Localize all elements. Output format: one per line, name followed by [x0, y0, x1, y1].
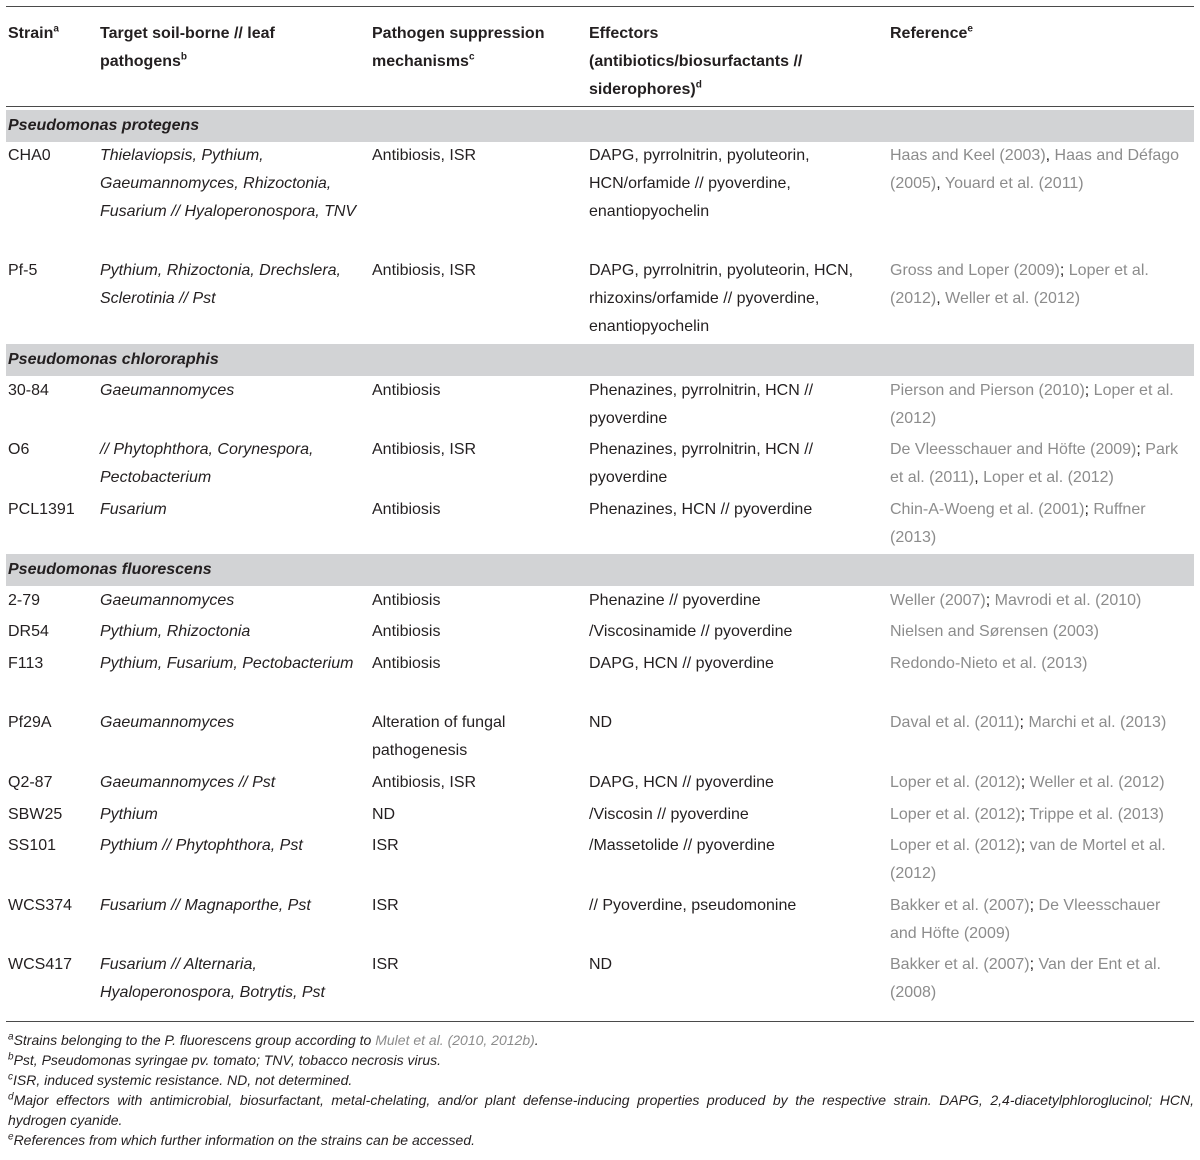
reference-link[interactable]: Loper et al. (2012)	[890, 382, 1174, 427]
references: Gross and Loper (2009); Loper et al. (2012), Weller et al. (2012)	[890, 262, 1149, 307]
effectors: Phenazines, HCN // pyoverdine	[589, 501, 813, 518]
suppression-mechanism: Antibiosis, ISR	[372, 262, 477, 279]
reference-link[interactable]: Weller (2007)	[890, 592, 986, 609]
target-pathogens: Gaeumannomyces	[100, 714, 235, 731]
reference-link[interactable]: Gross and Loper (2009)	[890, 262, 1060, 279]
reference-link[interactable]: van de Mortel et al. (2012)	[890, 837, 1166, 882]
effectors: ND	[589, 714, 613, 731]
effectors: DAPG, pyrrolnitrin, pyoluteorin, HCN, rhizoxins/orfamide // pyoverdine, enantiopyochelin	[589, 262, 854, 335]
references: Loper et al. (2012); Weller et al. (2012)	[890, 774, 1165, 791]
strain-name: WCS417	[8, 956, 73, 973]
references: Haas and Keel (2003), Haas and Défago (2005), Youard et al. (2011)	[890, 147, 1180, 192]
reference-link[interactable]: De Vleesschauer and Höfte (2009)	[890, 441, 1137, 458]
strain-name: DR54	[8, 623, 49, 640]
header-reference: Reference$^e$	[890, 23, 973, 42]
strain-name: 30-84	[8, 382, 49, 399]
reference-link[interactable]: Loper et al. (2012)	[890, 774, 1021, 791]
reference-link[interactable]: Haas and Défago (2005)	[890, 147, 1180, 192]
bottom-rule	[6, 1021, 1194, 1022]
reference-link[interactable]: De Vleesschauer and Höfte (2009)	[890, 897, 1161, 942]
reference-link[interactable]: Trippe et al. (2013)	[1029, 806, 1164, 823]
suppression-mechanism: Antibiosis	[372, 592, 441, 609]
references: Weller (2007); Mavrodi et al. (2010)	[890, 592, 1142, 609]
suppression-mechanism: Antibiosis, ISR	[372, 441, 477, 458]
effectors: ND	[589, 956, 613, 973]
references	[890, 618, 1190, 646]
suppression-mechanism: Antibiosis, ISR	[372, 147, 477, 164]
suppression-mechanism: Antibiosis	[372, 623, 441, 640]
strain-name: SS101	[8, 837, 57, 854]
references: De Vleesschauer and Höfte (2009); Park et al. (2011), Loper et al. (2012)	[890, 441, 1179, 486]
target-pathogens: Thielaviopsis, Pythium, Gaeumannomyces, Rhizoctonia, Fusarium // Hyaloperonospora, TNV	[100, 147, 357, 220]
effectors: DAPG, HCN // pyoverdine	[589, 774, 774, 791]
reference-link[interactable]: Loper et al. (2012)	[983, 469, 1114, 486]
header-target-pathogens: Target soil-borne // leaf pathogens$^b$	[100, 25, 275, 70]
reference-link[interactable]: Bakker et al. (2007)	[890, 956, 1030, 973]
reference-link[interactable]: Pierson and Pierson (2010)	[890, 382, 1085, 399]
reference-link[interactable]: Ruffner (2013)	[890, 501, 1146, 546]
header-strain: Strain$^a$	[8, 23, 59, 42]
reference-link[interactable]: Marchi et al. (2013)	[1028, 714, 1167, 731]
group-fluorescens: Pseudomonas fluorescens	[6, 554, 1194, 586]
target-pathogens: Fusarium // Magnaporthe, Pst	[100, 897, 311, 914]
effectors: DAPG, pyrrolnitrin, pyoluteorin, HCN/orfamide // pyoverdine, enantiopyochelin	[589, 147, 810, 220]
reference-link[interactable]: Van der Ent et al. (2008)	[890, 956, 1161, 1001]
strain-name: 2-79	[8, 592, 41, 609]
reference-link[interactable]: Daval et al. (2011)	[890, 714, 1020, 731]
footnote-c: $^c$ISR, induced systemic resistance. ND, not determined.	[8, 1071, 353, 1088]
target-pathogens: Pythium, Rhizoctonia	[100, 623, 251, 640]
suppression-mechanism: Alteration of fungal pathogenesis	[372, 714, 506, 759]
references: Bakker et al. (2007); Van der Ent et al. (2008)	[890, 956, 1161, 1001]
footnote-b: $^b$Pst, Pseudomonas syringae pv. tomato; TNV, tobacco necrosis virus.	[8, 1051, 442, 1068]
strain-name: Pf29A	[8, 714, 52, 731]
reference-link[interactable]: Weller et al. (2012)	[1029, 774, 1165, 791]
footnote-e: $^e$References from which further information on the strains can be accessed.	[8, 1131, 476, 1148]
target-pathogens: // Phytophthora, Corynespora, Pectobacterium	[100, 441, 314, 486]
reference-link[interactable]: Park et al. (2011)	[890, 441, 1179, 486]
references: Chin-A-Woeng et al. (2001); Ruffner (2013)	[890, 501, 1146, 546]
strain-name: Pf-5	[8, 262, 38, 279]
effectors: DAPG, HCN // pyoverdine	[589, 655, 774, 672]
suppression-mechanism: Antibiosis, ISR	[372, 774, 477, 791]
strain-name: SBW25	[8, 806, 63, 823]
strain-name: O6	[8, 441, 30, 458]
suppression-mechanism: ISR	[372, 956, 399, 973]
strain-name: PCL1391	[8, 501, 75, 518]
suppression-mechanism: Antibiosis	[372, 655, 441, 672]
reference-link[interactable]: Bakker et al. (2007)	[890, 897, 1030, 914]
target-pathogens: Gaeumannomyces // Pst	[100, 774, 276, 791]
reference-link[interactable]: Haas and Keel (2003)	[890, 147, 1046, 164]
target-pathogens: Fusarium // Alternaria, Hyaloperonospora, Botrytis, Pst	[100, 956, 325, 1001]
reference-link[interactable]: Youard et al. (2011)	[944, 175, 1084, 192]
references: Bakker et al. (2007); De Vleesschauer and Höfte (2009)	[890, 897, 1161, 942]
effectors: Phenazine // pyoverdine	[589, 592, 761, 609]
reference-link[interactable]: Weller et al. (2012)	[945, 290, 1081, 307]
strain-name: CHA0	[8, 147, 51, 164]
reference-link[interactable]: Nielsen and Sørensen (2003)	[890, 623, 1100, 640]
effectors: Phenazines, pyrrolnitrin, HCN // pyoverdine	[589, 441, 814, 486]
effectors: Phenazines, pyrrolnitrin, HCN // pyoverdine	[589, 382, 814, 427]
reference-link[interactable]: Loper et al. (2012)	[890, 806, 1021, 823]
effectors: /Viscosin // pyoverdine	[589, 806, 749, 823]
target-pathogens: Gaeumannomyces	[100, 592, 235, 609]
header-rule	[6, 106, 1194, 107]
references: Daval et al. (2011); Marchi et al. (2013)	[890, 714, 1167, 731]
reference-link[interactable]: Loper et al. (2012)	[890, 262, 1149, 307]
footnote-reference-link[interactable]: Mulet et al. (2010, 2012b)	[375, 1032, 535, 1048]
header-effectors: Effectors (antibiotics/biosurfactants // siderophores)$^d$	[589, 25, 803, 98]
group-protegens: Pseudomonas protegens	[6, 110, 1194, 142]
references: Loper et al. (2012); van de Mortel et al. (2012)	[890, 837, 1166, 882]
suppression-mechanism: Antibiosis	[372, 382, 441, 399]
target-pathogens: Fusarium	[100, 501, 167, 518]
header-suppression-mechanisms: Pathogen suppression mechanisms$^c$	[372, 25, 545, 70]
reference-link[interactable]: Chin-A-Woeng et al. (2001)	[890, 501, 1085, 518]
strain-name: Q2-87	[8, 774, 53, 791]
group-chlororaphis: Pseudomonas chlororaphis	[6, 344, 1194, 376]
strain-name: WCS374	[8, 897, 73, 914]
target-pathogens: Pythium, Rhizoctonia, Drechslera, Sclerotinia // Pst	[100, 262, 341, 307]
references: Pierson and Pierson (2010); Loper et al. (2012)	[890, 382, 1174, 427]
reference-link[interactable]: Mavrodi et al. (2010)	[994, 592, 1142, 609]
references	[890, 650, 1190, 678]
effectors: // Pyoverdine, pseudomonine	[589, 897, 797, 914]
footnote-d: $^d$Major effectors with antimicrobial, biosurfactant, metal-chelating, and/or plant defense-inducing properties produced by the respective strain. DAPG, 2,4-diacetylphloroglucinol; HCN, hydrogen cyanide.	[8, 1091, 1194, 1128]
reference-link[interactable]: Redondo-Nieto et al. (2013)	[890, 655, 1088, 672]
top-rule	[6, 6, 1194, 7]
footnotes	[8, 1030, 1194, 1150]
target-pathogens: Pythium	[100, 806, 158, 823]
effectors: /Massetolide // pyoverdine	[589, 837, 775, 854]
suppression-mechanism: ISR	[372, 837, 399, 854]
footnote-a: $^a$Strains belonging to the P. fluorescens group according to Mulet et al. (2010, 2012b).	[8, 1031, 539, 1048]
suppression-mechanism: ISR	[372, 897, 399, 914]
references: Loper et al. (2012); Trippe et al. (2013)	[890, 806, 1164, 823]
strain-name: F113	[8, 655, 44, 672]
target-pathogens: Pythium, Fusarium, Pectobacterium	[100, 655, 354, 672]
suppression-mechanism: ND	[372, 806, 396, 823]
effectors: /Viscosinamide // pyoverdine	[589, 623, 793, 640]
reference-link[interactable]: Loper et al. (2012)	[890, 837, 1021, 854]
suppression-mechanism: Antibiosis	[372, 501, 441, 518]
target-pathogens: Gaeumannomyces	[100, 382, 235, 399]
target-pathogens: Pythium // Phytophthora, Pst	[100, 837, 303, 854]
